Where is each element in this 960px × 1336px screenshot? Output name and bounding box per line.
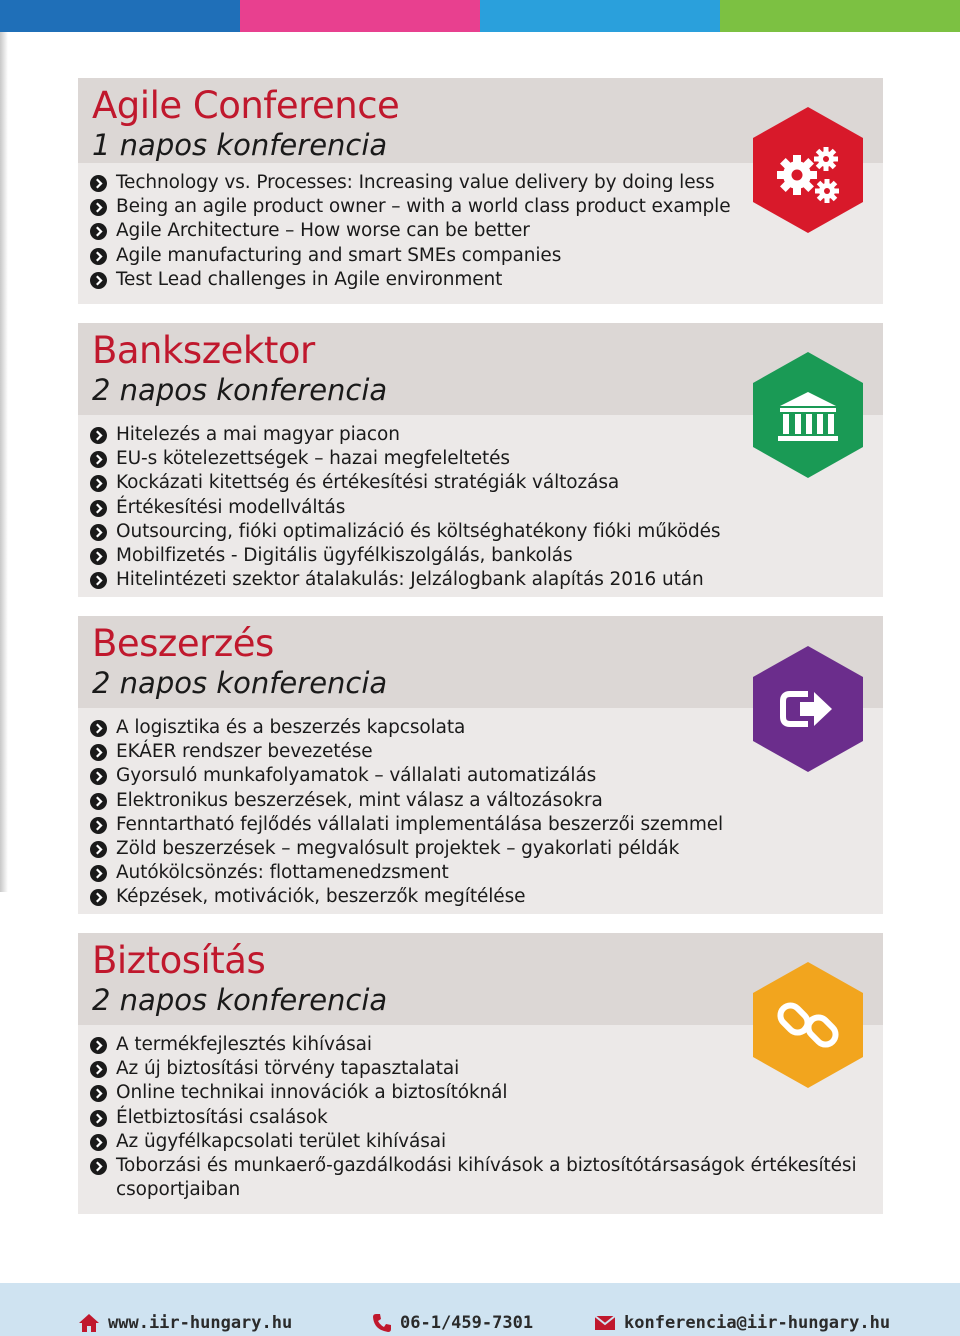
list-item: Hitelezés a mai magyar piacon [90,423,883,447]
chevron-right-icon [90,841,107,858]
chevron-right-icon [90,248,107,265]
footer-phone[interactable]: 06-1/459-7301 [372,1313,533,1333]
list-item: Az ügyfélkapcsolati terület kihívásai [90,1130,883,1154]
chain-link-icon [750,960,866,1090]
list-item: Autókölcsönzés: flottamenedzsment [90,861,883,885]
list-item: EU-s kötelezettségek – hazai megfeleltetés [90,447,883,471]
list-item: Kockázati kitettség és értékesítési stratégiák változása [90,471,883,495]
footer-email[interactable]: konferencia@iir-hungary.hu [594,1313,890,1333]
sign-out-icon [750,644,866,774]
list-item: Test Lead challenges in Agile environment [90,268,883,292]
section-subtitle: 1 napos konferencia [92,128,388,162]
section-subtitle: 2 napos konferencia [92,666,388,700]
list-item: Gyorsuló munkafolyamatok – vállalati automatizálás [90,764,883,788]
envelope-icon [594,1314,616,1332]
list-item: Agile manufacturing and smart SMEs companies [90,244,883,268]
section-subtitle: 2 napos konferencia [92,983,388,1017]
list-item: Toborzási és munkaerő-gazdálkodási kihívások a biztosítótársaságok értékesítési csoportjaiban [90,1154,883,1202]
list-item: Zöld beszerzések – megvalósult projektek – gyakorlati példák [90,837,883,861]
footer-website[interactable]: www.iir-hungary.hu [78,1313,292,1333]
page-edge-shadow [0,32,8,892]
chevron-right-icon [90,199,107,216]
chevron-right-icon [90,720,107,737]
list-item: Elektronikus beszerzések, mint válasz a változásokra [90,789,883,813]
list-item: Fenntartható fejlődés vállalati implementálása beszerzői szemmel [90,813,883,837]
chevron-right-icon [90,524,107,541]
section-subtitle: 2 napos konferencia [92,373,388,407]
chevron-right-icon [90,475,107,492]
section-title: Beszerzés [92,622,274,665]
chevron-right-icon [90,451,107,468]
list-item: Outsourcing, fióki optimalizáció és költséghatékony fióki működés [90,520,883,544]
chevron-right-icon [90,548,107,565]
home-icon [78,1313,100,1333]
list-item: A logisztika és a beszerzés kapcsolata [90,716,883,740]
chevron-right-icon [90,223,107,240]
chevron-right-icon [90,1110,107,1127]
footer [0,1283,960,1336]
chevron-right-icon [90,1037,107,1054]
chevron-right-icon [90,1061,107,1078]
top-bar-green [720,0,960,32]
chevron-right-icon [90,572,107,589]
section-title: Agile Conference [92,84,400,127]
list-item: Az új biztosítási törvény tapasztalatai [90,1057,883,1081]
list-item: A termékfejlesztés kihívásai [90,1033,883,1057]
top-color-bar [0,0,960,32]
list-item: Hitelintézeti szektor átalakulás: Jelzálogbank alapítás 2016 után [90,568,883,592]
section-title: Bankszektor [92,329,315,372]
top-bar-blue [0,0,240,32]
bank-icon [750,350,866,480]
section-title: Biztosítás [92,939,266,982]
list-item: Technology vs. Processes: Increasing value delivery by doing less [90,171,883,195]
list-item: EKÁER rendszer bevezetése [90,740,883,764]
chevron-right-icon [90,744,107,761]
list-item: Agile Architecture – How worse can be better [90,219,883,243]
list-item: Képzések, motivációk, beszerzők megítélése [90,885,883,909]
list-item: Értékesítési modellváltás [90,496,883,520]
phone-icon [372,1313,392,1333]
chevron-right-icon [90,500,107,517]
top-bar-pink [240,0,480,32]
chevron-right-icon [90,768,107,785]
gears-icon [750,105,866,235]
chevron-right-icon [90,817,107,834]
chevron-right-icon [90,175,107,192]
chevron-right-icon [90,889,107,906]
chevron-right-icon [90,865,107,882]
chevron-right-icon [90,793,107,810]
chevron-right-icon [90,1134,107,1151]
top-bar-lightblue [480,0,720,32]
list-item: Életbiztosítási csalások [90,1106,883,1130]
list-item: Being an agile product owner – with a world class product example [90,195,883,219]
chevron-right-icon [90,1085,107,1102]
chevron-right-icon [90,427,107,444]
list-item: Mobilfizetés - Digitális ügyfélkiszolgálás, bankolás [90,544,883,568]
chevron-right-icon [90,272,107,289]
chevron-right-icon [90,1158,107,1175]
list-item: Online technikai innovációk a biztosítóknál [90,1081,883,1105]
